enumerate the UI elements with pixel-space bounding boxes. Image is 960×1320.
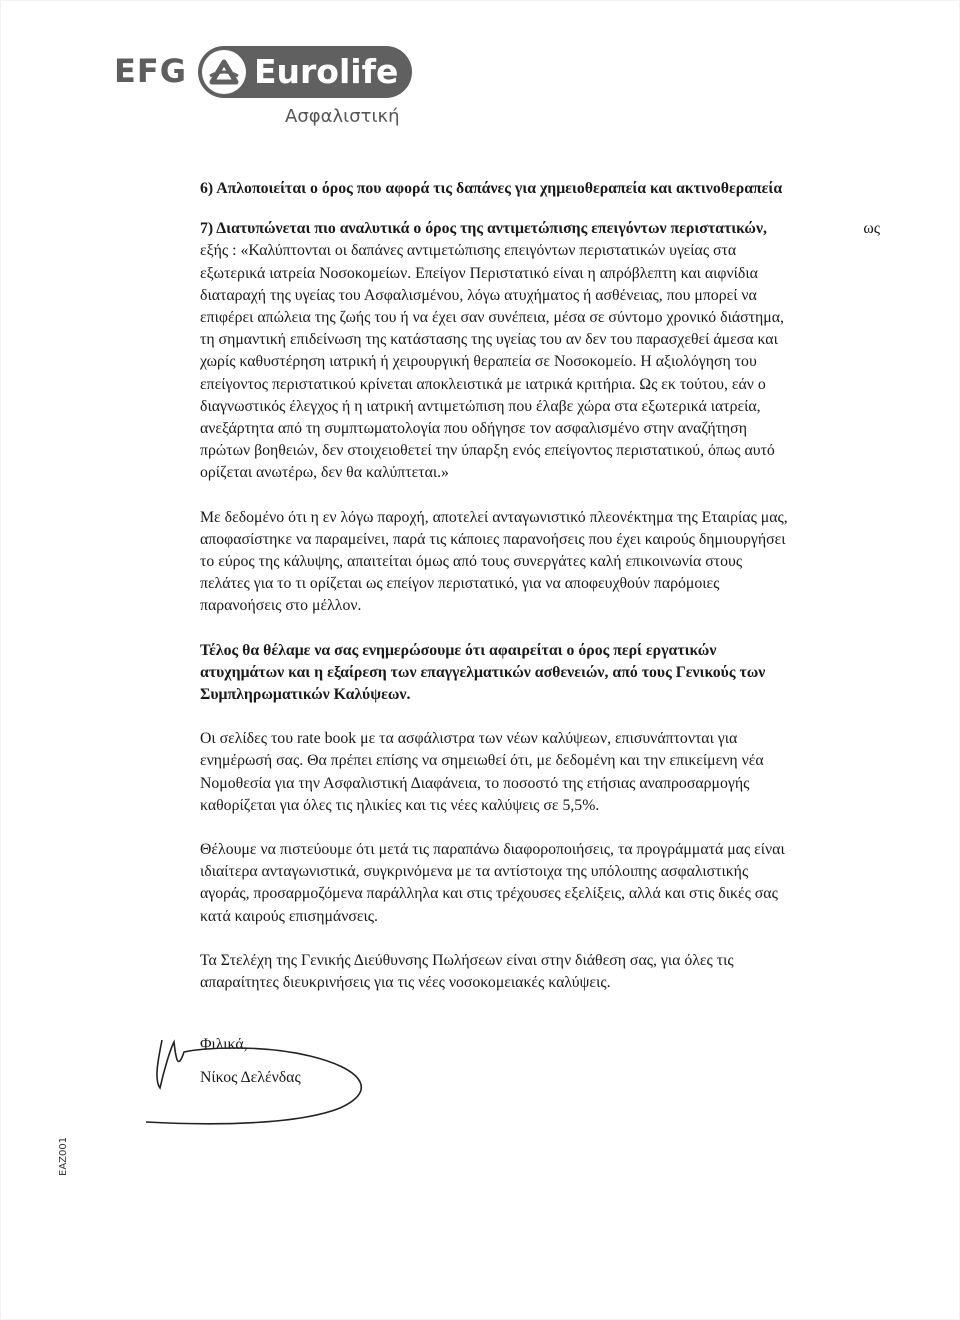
text-line: Με δεδομένο ότι η εν λόγω παροχή, αποτελεί ανταγωνιστικό πλεονέκτημα της Εταιρίας μας, — [200, 508, 788, 526]
paragraph-4 — [200, 839, 880, 928]
margin-code: EAZ001 — [58, 1136, 69, 1176]
signatory-name: Νίκος Δελένδας — [200, 1069, 301, 1086]
text-line: Οι σελίδες του rate book με τα ασφάλιστρα των νέων καλύψεων, επισυνάπτονται για — [200, 730, 738, 748]
logo-emblem-icon — [202, 50, 246, 94]
text-line: κατά καιρούς επισημάνσεις. — [200, 907, 378, 925]
company-subtitle: Ασφαλιστική — [285, 106, 400, 127]
paragraph-3 — [200, 728, 880, 817]
text-line: καθορίζεται για όλες τις ηλικίες και τις νέες καλύψεις σε 5,5%. — [200, 796, 600, 814]
company-logo — [108, 46, 412, 100]
text-line: Τα Στελέχη της Γενικής Διεύθυνσης Πωλήσεων είναι στην διάθεση σας, για όλες τις — [200, 951, 734, 969]
text-line: πελάτες για το τι ορίζεται ως επείγον περιστατικό, για να αποφευχθούν παρόμοιες — [200, 575, 720, 593]
text-line: Συμπληρωματικών Καλύψεων. — [200, 686, 411, 704]
text-line: αποφασίστηκε να παραμείνει, παρά τις κάποιες παρανοήσεις που έχει καιρούς δημιουργήσει — [200, 530, 786, 548]
paragraph-2 — [200, 640, 880, 707]
text-line: χωρίς καθυστέρηση ιατρική ή χειρουργική θεραπεία σε Νοσοκομείο. Η αξιολόγηση του — [200, 353, 757, 371]
text-line: Θέλουμε να πιστεύουμε ότι μετά τις παραπάνω διαφοροποιήσεις, τα προγράμματά μας είναι — [200, 841, 785, 859]
text-line: πρώτων βοηθειών, δεν στοιχειοθετεί την ύπαρξη ενός επείγοντος περιστατικού, όπως αυτό — [200, 442, 775, 460]
item-7-lines — [200, 240, 880, 484]
text-line: ατυχημάτων και η εξαίρεση των επαγγελματικών ασθενειών, από τους Γενικούς των — [200, 663, 766, 681]
letter-body — [200, 178, 880, 1057]
text-line: ενημέρωσή σας. Θα πρέπει επίσης να σημειωθεί ότι, με δεδομένη και την επικείμενη νέα — [200, 752, 764, 770]
text-line: ανεξάρτητα από τη συμπτωματολογία που οδήγησε τον ασφαλισμένο στην αναζήτηση — [200, 420, 747, 438]
text-line: επείγοντος περιστατικού κρίνεται αποκλειστικά με ιατρικά κριτήρια. Ως εκ τούτου, εάν ο — [200, 375, 766, 393]
text-line: Τέλος θα θέλαμε να σας ενημερώσουμε ότι αφαιρείται ο όρος περί εργατικών — [200, 641, 717, 659]
item-7 — [200, 218, 880, 484]
text-line: αγοράς, προσαρμοζόμενα παράλληλα και στις τρέχουσες εξελίξεις, αλλά και στις δικές σας — [200, 885, 778, 903]
paragraph-5 — [200, 950, 880, 994]
item-7-heading-tail: ως — [859, 220, 880, 238]
item-7-heading: 7) Διατυπώνεται πιο αναλυτικά ο όρος της αντιμετώπισης επειγόντων περιστατικών, — [200, 220, 767, 238]
text-line: ιδιαίτερα ανταγωνιστικά, συγκρινόμενα με τα αντίστοιχα της υπόλοιπης ασφαλιστικής — [200, 863, 749, 881]
text-line: ορίζεται ανωτέρω, δεν θα καλύπτεται.» — [200, 464, 449, 482]
item-6: 6) Απλοποιείται ο όρος που αφορά τις δαπάνες για χημειοθεραπεία και ακτινοθεραπεία — [200, 180, 783, 197]
paragraph-1 — [200, 507, 880, 618]
text-line: Νομοθεσία για την Ασφαλιστική Διαφάνεια, το ποσοστό της ετήσιας αναπροσαρμογής — [200, 774, 750, 792]
logo-brand-text: Eurolife — [254, 52, 399, 91]
text-line: εξωτερικά ιατρεία Νοσοκομείων. Επείγον Περιστατικό είναι η απρόβλεπτη και αιφνίδια — [200, 264, 758, 282]
text-line: επιφέρει απώλεια της ζωής του ή να έχει σαν συνέπεια, μέσα σε σύντομο χρονικό διάστημα, — [200, 309, 784, 327]
text-line: εξής : «Καλύπτονται οι δαπάνες αντιμετώπισης επειγόντων περιστατικών υγείας στα — [200, 242, 737, 260]
salutation: Φιλικά, — [200, 1036, 248, 1054]
text-line: το εύρος της κάλυψης, απαιτείται όμως από τους συνεργάτες καλή επικοινωνία στους — [200, 553, 743, 571]
logo-efg-text: EFG — [114, 52, 187, 90]
text-line: απαραίτητες διευκρινήσεις για τις νέες νοσοκομειακές καλύψεις. — [200, 974, 611, 992]
text-line: διαγνωστικός έλεγχος ή η ιατρική αντιμετώπιση που έλαβε χώρα στα εξωτερικά ιατρεία, — [200, 397, 761, 415]
text-line: παρανοήσεις στο μέλλον. — [200, 597, 362, 615]
text-line: τη σημαντική επιδείνωση της κατάστασης της υγείας του αν δεν του παρασχεθεί άμεσα και — [200, 331, 778, 349]
text-line: διαταραχή της υγείας του Ασφαλισμένου, λόγω ατυχήματος ή ασθένειας, που μπορεί να — [200, 286, 757, 304]
